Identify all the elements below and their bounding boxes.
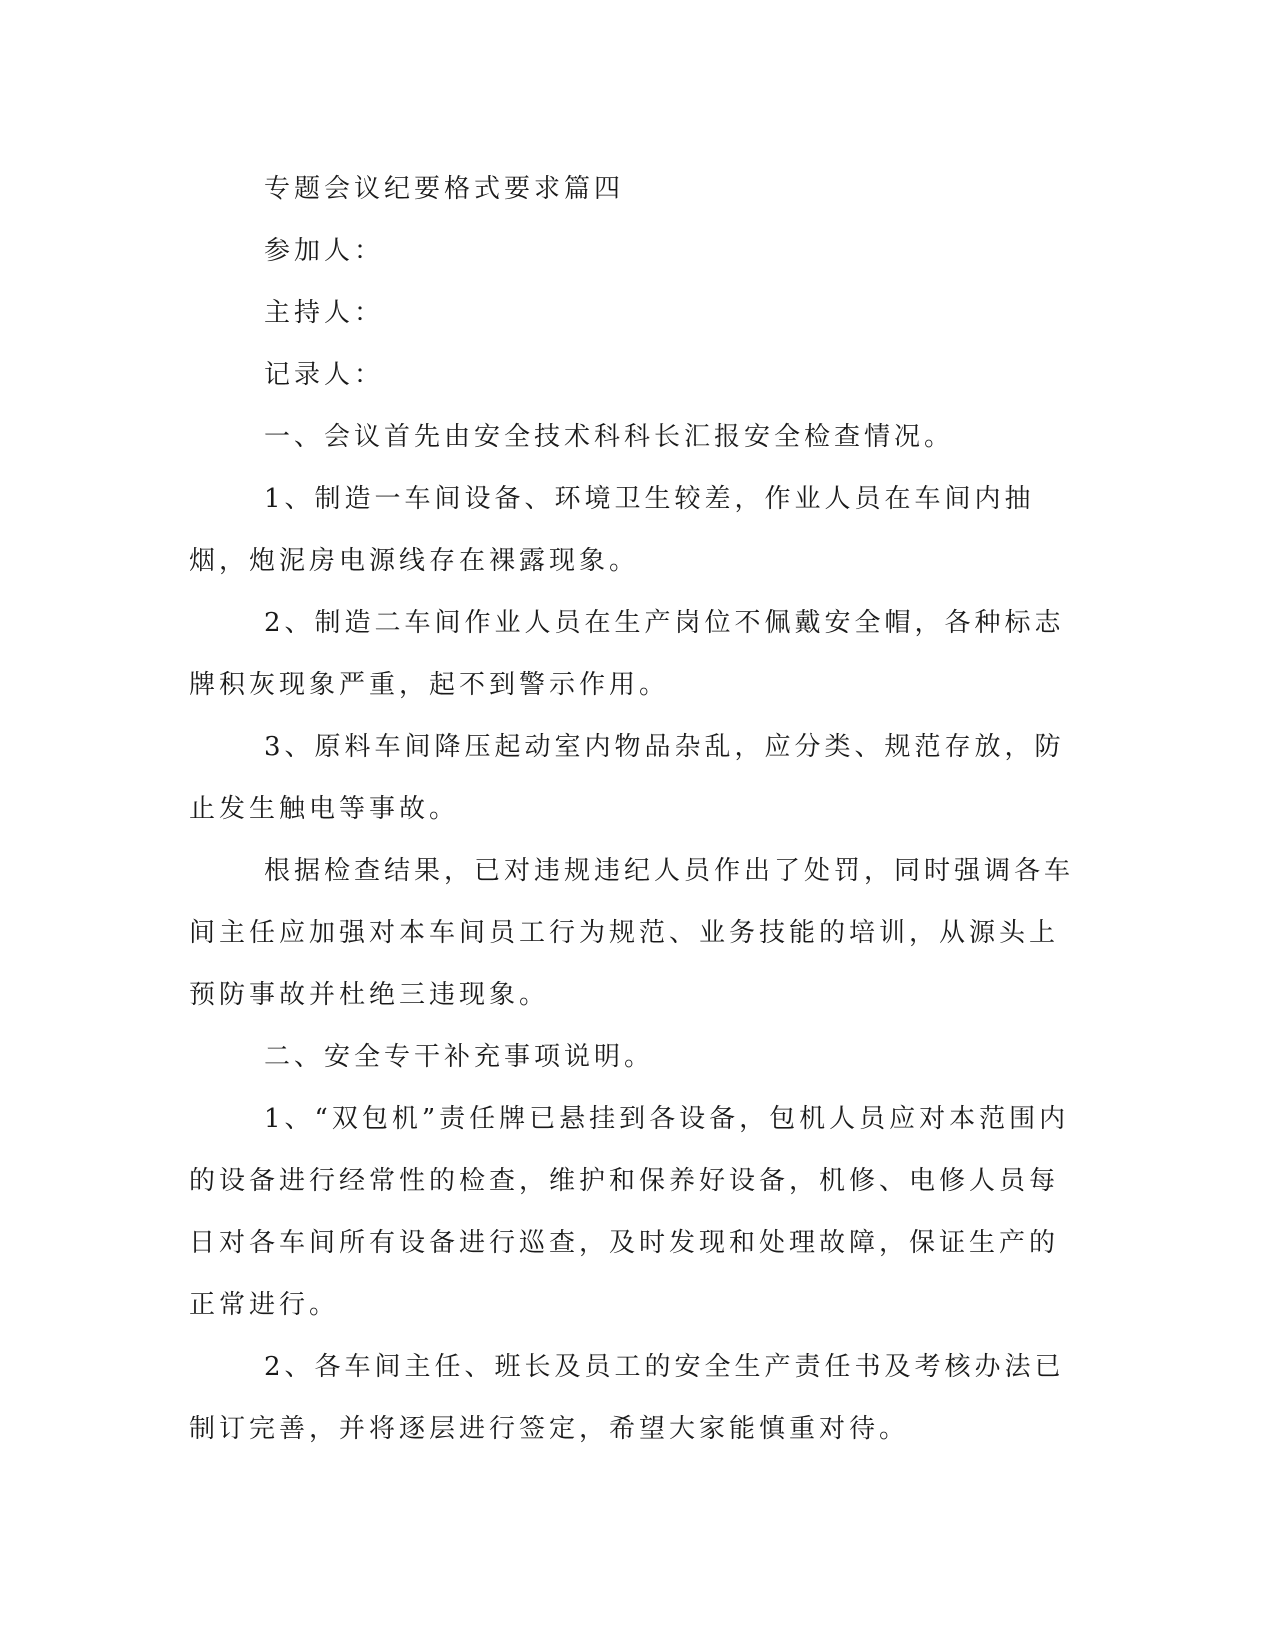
section2-item: 2、各车间主任、班长及员工的安全生产责任书及考核办法已制订完善，并将逐层进行签定，希望大家能慎重对待。	[189, 1352, 1065, 1444]
section2-item: 1、“双包机”责任牌已悬挂到各设备，包机人员应对本范围内的设备进行经常性的检查，维护和保养好设备，机修、电修人员每日对各车间所有设备进行巡查，及时发现和处理故障，保证生产的正常进行。	[189, 1104, 1070, 1320]
section1-item: 1、制造一车间设备、环境卫生较差，作业人员在车间内抽烟，炮泥房电源线存在裸露现象。	[189, 484, 1035, 576]
host-line: 主持人：	[264, 298, 385, 328]
document-title: 专题会议纪要格式要求篇四	[264, 174, 625, 204]
attendees-line: 参加人：	[264, 236, 385, 266]
section1-conclusion: 根据检查结果，已对违规违纪人员作出了处罚，同时强调各车间主任应加强对本车间员工行为规范、业务技能的培训，从源头上预防事故并杜绝三违现象。	[189, 856, 1075, 1010]
section1-item: 2、制造二车间作业人员在生产岗位不佩戴安全帽，各种标志牌积灰现象严重，起不到警示作用。	[189, 608, 1065, 700]
section1-heading: 一、会议首先由安全技术科科长汇报安全检查情况。	[264, 422, 955, 452]
recorder-line: 记录人：	[264, 360, 385, 390]
section2-heading: 二、安全专干补充事项说明。	[264, 1042, 655, 1072]
document-body	[189, 158, 1079, 1460]
section1-item: 3、原料车间降压起动室内物品杂乱，应分类、规范存放，防止发生触电等事故。	[189, 732, 1065, 824]
